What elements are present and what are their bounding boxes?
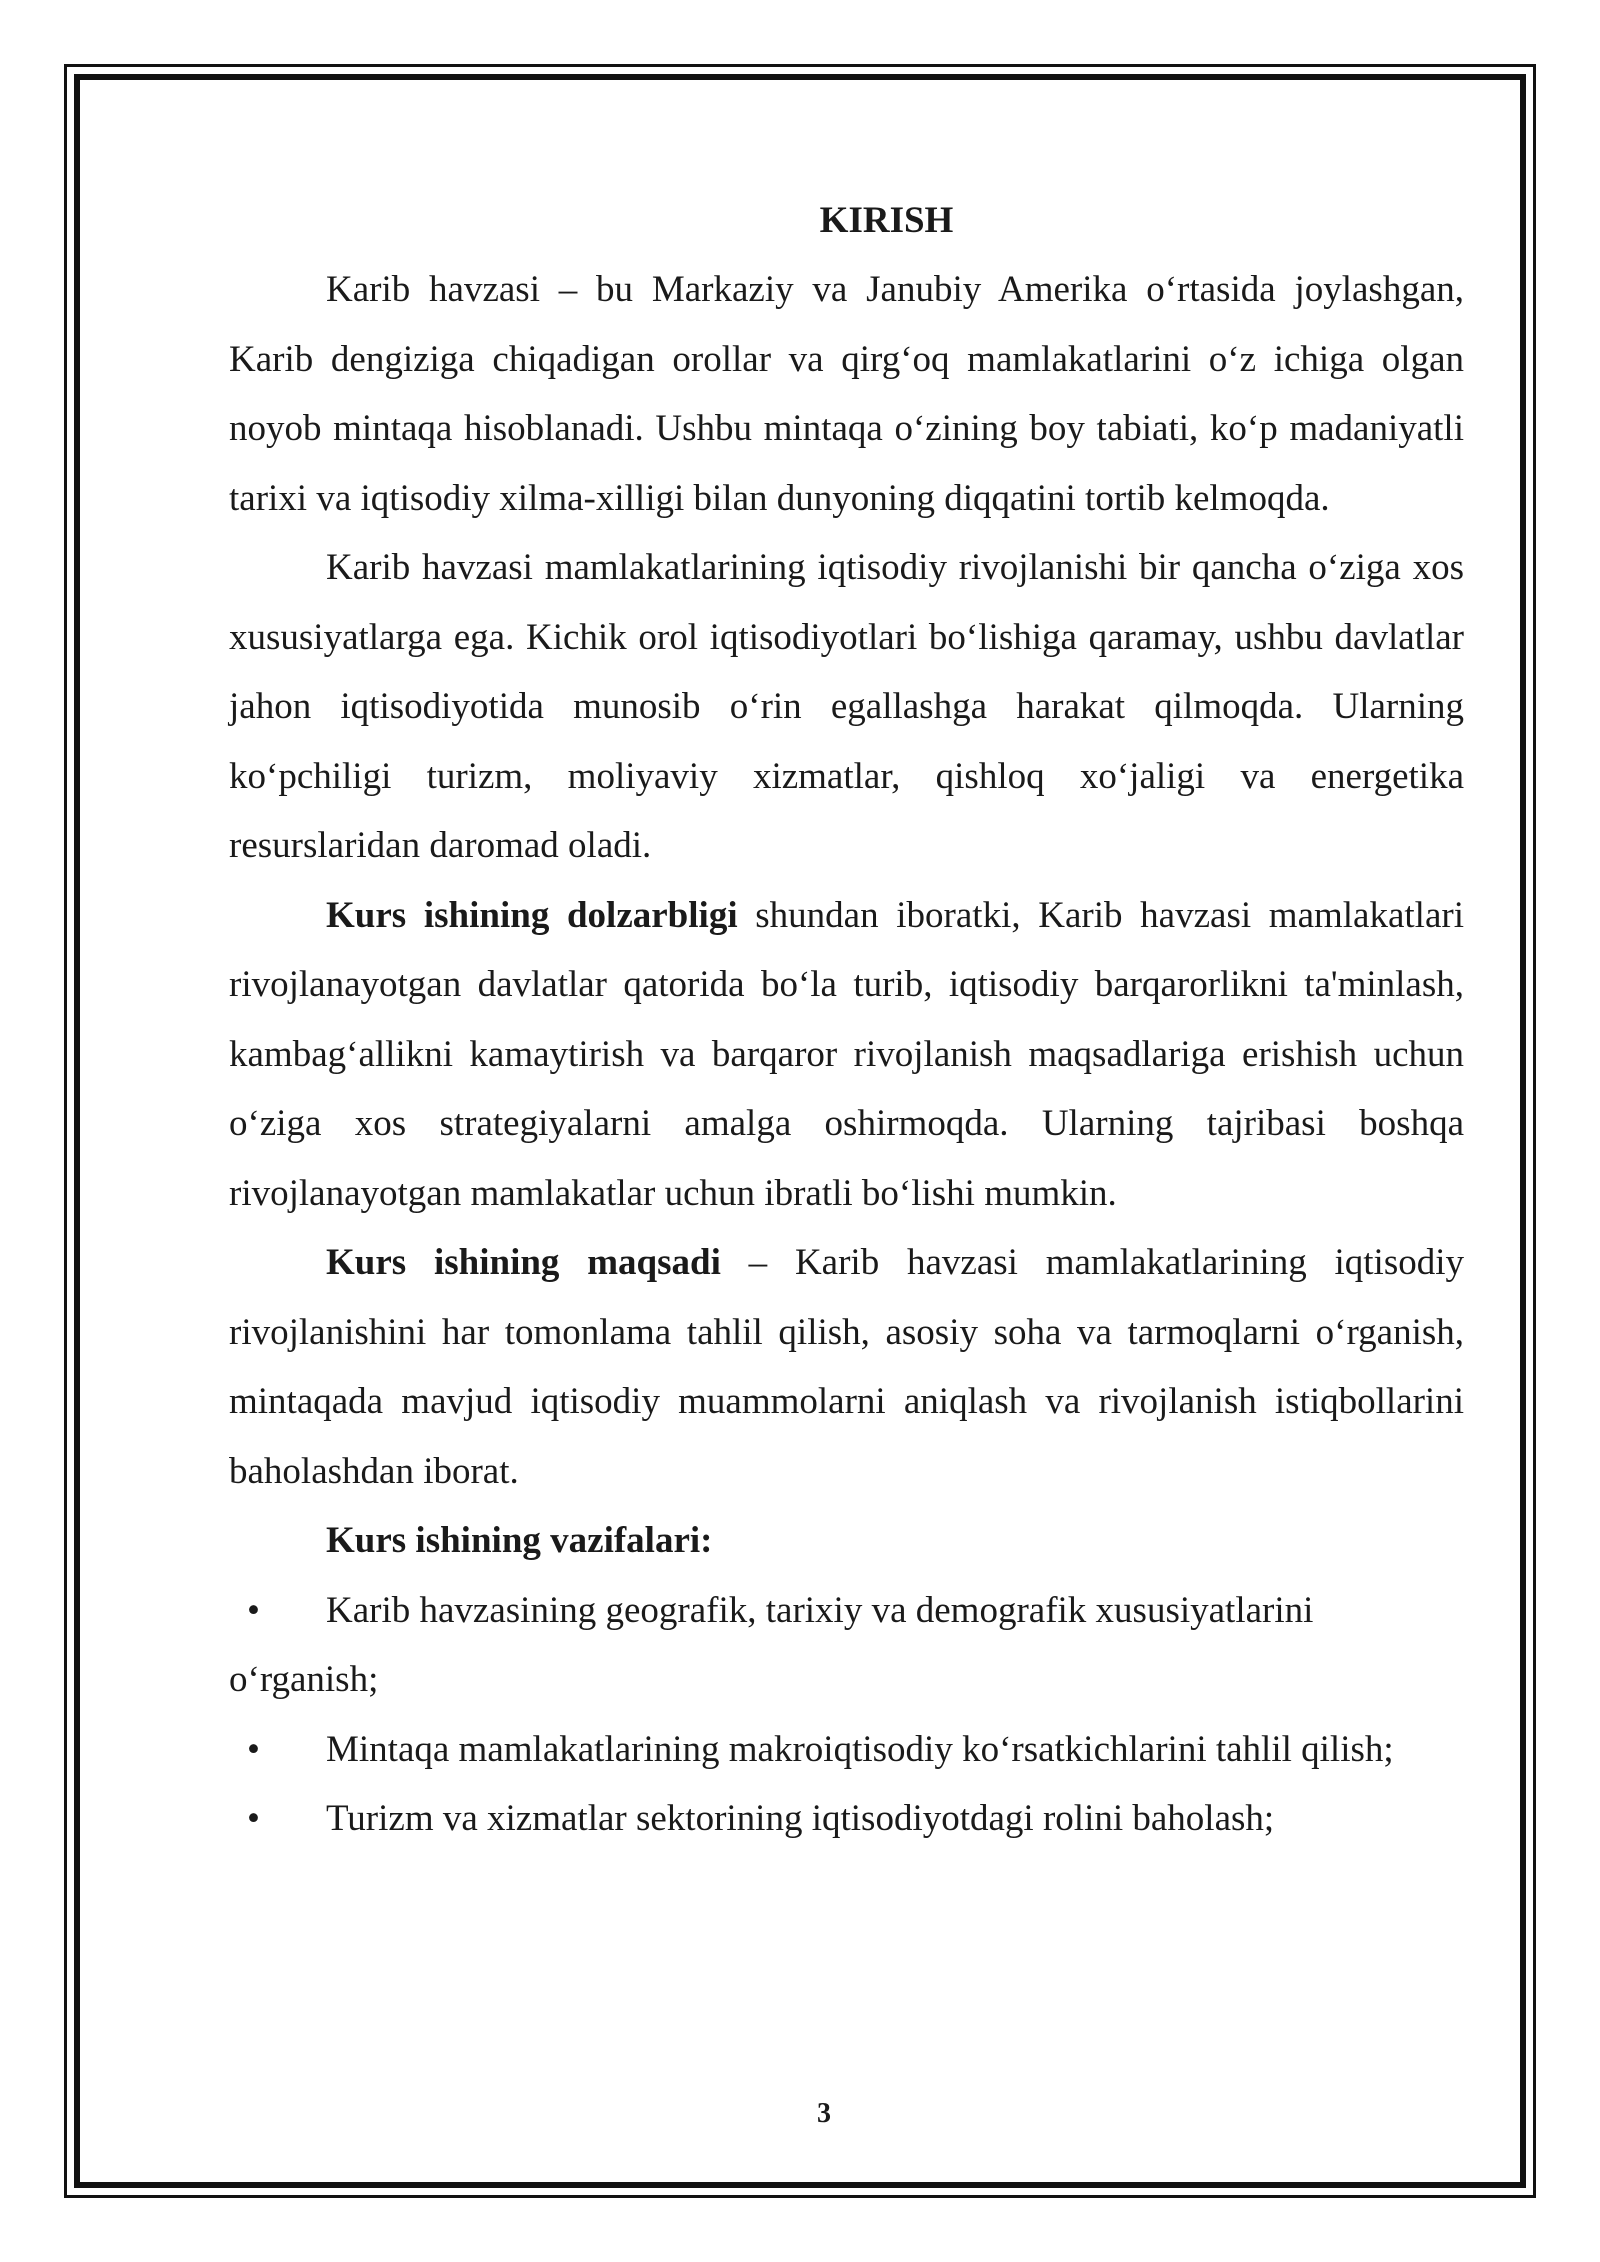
list-item	[229, 1784, 1464, 1854]
relevance-label: Kurs ishining dolzarbligi	[326, 894, 738, 936]
task-text: Mintaqa mamlakatlarining makroiqtisodiy ko‘rsatkichlarini tahlil qilish;	[326, 1728, 1394, 1770]
list-item	[229, 1715, 1464, 1785]
page-number: 3	[817, 2098, 831, 2129]
tasks-heading: Kurs ishining vazifalari:	[326, 1520, 713, 1561]
goal-label: Kurs ishining maqsadi	[326, 1242, 721, 1283]
list-item	[229, 1576, 1464, 1715]
document-title: KIRISH	[819, 200, 954, 241]
paragraph-economy: Karib havzasi mamlakatlarining iqtisodiy rivojlanishi bir qancha o‘ziga xos xususiyatlarga ega. Kichik orol iqtisodiyotlari bo‘lishiga qaramay, ushbu davlatlar jahon iqtisodiyotida munosib o‘rin egallashga harakat qilmoqda. Ularning ko‘pchiligi turizm, moliyaviy xizmatlar, qishloq xo‘jaligi va energetika resurslaridan daromad oladi.	[229, 547, 1464, 866]
goal-text: – Karib havzasi mamlakatlarining iqtisodiy rivojlanishini har tomonlama tahlil qilish, asosiy soha va tarmoqlarni o‘rganish, mintaqada mavjud iqtisodiy muammolarni aniqlash va rivojlanish istiqbollarini baholashdan iborat.	[229, 1242, 1464, 1492]
task-text: Karib havzasining geografik, tarixiy va demografik xususiyatlarini o‘rganish;	[229, 1589, 1314, 1700]
bullet-icon: •	[247, 1728, 260, 1770]
bullet-icon: •	[247, 1798, 260, 1839]
paragraph-relevance	[229, 881, 1464, 1229]
tasks-list	[229, 1576, 1464, 1854]
bullet-icon: •	[247, 1589, 260, 1631]
relevance-text: shundan iboratki, Karib havzasi mamlakatlari rivojlanayotgan davlatlar qatorida bo‘la turib, iqtisodiy barqarorlikni ta'minlash, kambag‘allikni kamaytirish va barqaror rivojlanish maqsadlariga erishish uchun o‘ziga xos strategiyalarni amalga oshirmoqda. Ularning tajribasi boshqa rivojlanayotgan mamlakatlar uchun ibratli bo‘lishi mumkin.	[229, 894, 1464, 1214]
paragraph-intro: Karib havzasi – bu Markaziy va Janubiy Amerika o‘rtasida joylashgan, Karib dengiziga chiqadigan orollar va qirg‘oq mamlakatlarini o‘z ichiga olgan noyob mintaqa hisoblanadi. Ushbu mintaqa o‘zining boy tabiati, ko‘p madaniyatli tarixi va iqtisodiy xilma-xilligi bilan dunyoning diqqatini tortib kelmoqda.	[229, 269, 1464, 519]
paragraph-goal	[229, 1228, 1464, 1506]
task-text: Turizm va xizmatlar sektorining iqtisodiyotdagi rolini baholash;	[326, 1798, 1275, 1839]
document-body	[229, 186, 1464, 1854]
